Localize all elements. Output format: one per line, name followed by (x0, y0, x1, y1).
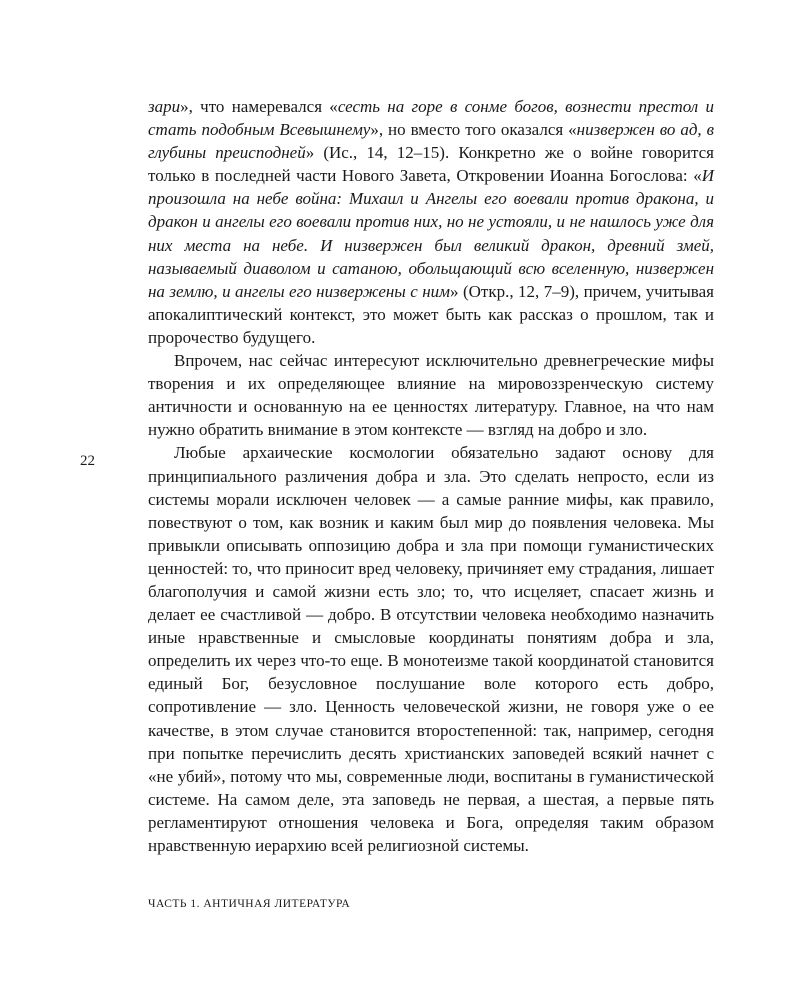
text-run: » (Ис., 14, 12–15). Конкретно же о войне говорится только в последней части Нового Завета, Откровении Иоанна Богослова: « (148, 143, 714, 186)
paragraph-1 (148, 95, 714, 349)
text-run: Любые архаические космологии обязательно задают основу для принципиального различения добра и зла. Это сделать непросто, если из системы морали исключен человек — а самые ранние мифы, как правило, повествуют о том, как возник и каким был мир до появления человека. Мы привыкли описывать оппозицию добра и зла при помощи гуманистических ценностей: то, что приносит вред человеку, причиняет ему страдания, лишает благополучия и самой жизни есть зло; то, что исцеляет, спасает жизнь и делает ее счастливой — добро. В отсутствии человека необходимо назначить иные нравственные и смысловые координаты понятиям добра и зла, определить их через что-то еще. В монотеизме такой координатой становится единый Бог, безусловное послушание воле которого есть добро, сопротивление — зло. Ценность человеческой жизни, не говоря уже о ее качестве, в этом случае становится второстепенной: так, например, сегодня при попытке перечислить десять христианских заповедей всякий начнет с «не убий», потому что мы, современные люди, воспитаны в гуманистической системе. На самом деле, эта заповедь не первая, а шестая, а первые пять регламентируют отношения человека и Бога, определяя таким образом нравственную иерархию всей религиозной системы. (148, 443, 714, 855)
paragraph-2 (148, 349, 714, 441)
text-run: », но вместо того оказался « (370, 120, 577, 140)
paragraph-3 (148, 441, 714, 857)
text-run: сесть на горе в сонме богов, вознести престол и стать подобным Всевышнему (148, 97, 714, 140)
text-run: И произошла на небе война: Михаил и Ангелы его воевали против дракона, и дракон и ангелы его воевали против них, но не устояли, и не нашлось уже для них места на небе. И низвержен был великий дракон, древний змей, называемый диаволом и сатаною, обольщающий всю вселенную, низвержен на землю, и ангелы его низвержены с ним (148, 166, 714, 301)
text-run: » (Откр., 12, 7–9), причем, учитывая апокалиптический контекст, это может быть как рассказ о прошлом, так и пророчество будущего. (148, 281, 714, 347)
text-run: Впрочем, нас сейчас интересуют исключительно древнегреческие мифы творения и их определяющее влияние на мировоззренческую систему античности и основанную на ее ценностях литературу. Главное, на что нам нужно обратить внимание в этом контексте — взгляд на добро и зло. (148, 351, 714, 440)
running-footer: ЧАСТЬ 1. АНТИЧНАЯ ЛИТЕРАТУРА (148, 898, 351, 910)
main-text-block (148, 95, 714, 857)
text-run: зари (148, 97, 181, 116)
text-run: низвержен во ад, в глубины преисподней (148, 120, 714, 163)
text-run: », что намеревался « (180, 97, 338, 116)
page-number: 22 (80, 453, 95, 469)
